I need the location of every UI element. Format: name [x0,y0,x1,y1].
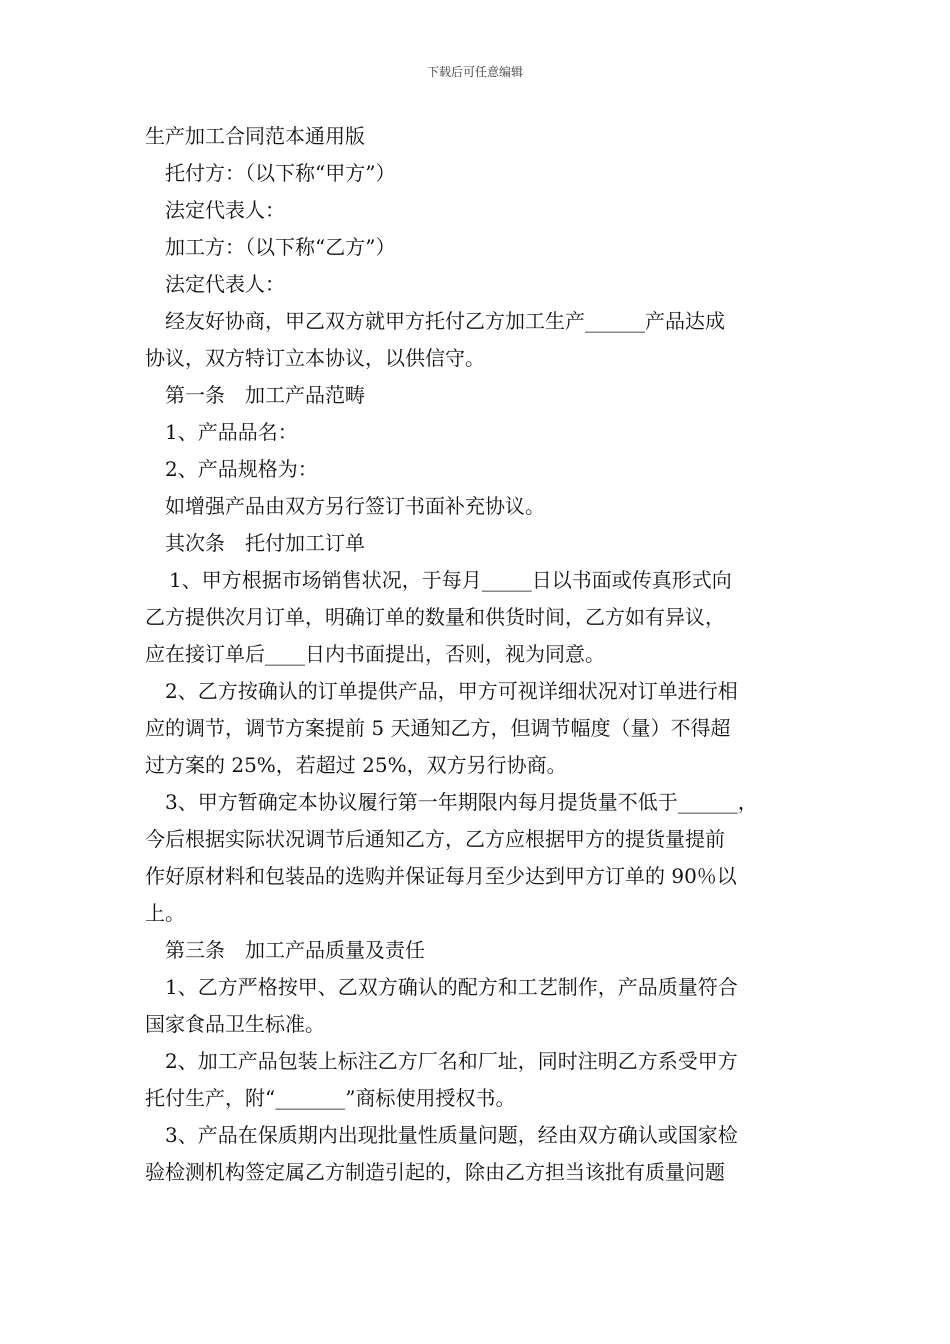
document-body [145,118,810,1191]
article-1-item: 1、产品品名： [165,420,298,444]
article-2-clause-1: 应在接订单后____日内书面提出，否则，视为同意。 [145,642,605,666]
party-b-line: 加工方：（以下称“乙方”） [165,235,396,259]
article-2-clause-1: 1、甲方根据市场销售状况，于每月_____日以书面或传真形式向 [169,568,732,592]
article-2-clause-2: 应的调节，调节方案提前 5 天通知乙方，但调节幅度（量）不得超 [145,716,731,740]
article-3-clause-1: 国家食品卫生标准。 [145,1012,325,1036]
article-3-clause-3: 3、产品在保质期内出现批量性质量问题，经由双方确认或国家检 [165,1123,738,1147]
article-2-clause-3: 3、甲方暂确定本协议履行第一年期限内每月提货量不低于______， [165,790,758,814]
article-2-clause-3: 上。 [145,901,185,925]
article-1-item: 2、产品规格为： [165,457,318,481]
article-2-clause-2: 2、乙方按确认的订单提供产品，甲方可视详细状况对订单进行相 [165,679,738,703]
party-a-representative: 法定代表人： [165,198,285,222]
party-a-line: 托付方：（以下称“甲方”） [165,161,396,185]
article-1-heading: 第一条 加工产品范畴 [165,383,365,407]
article-2-clause-2: 过方案的 25%，若超过 25%，双方另行协商。 [145,753,567,777]
article-1-note: 如增强产品由双方另行签订书面补充协议。 [165,494,545,518]
article-3-clause-1: 1、乙方严格按甲、乙双方确认的配方和工艺制作，产品质量符合 [165,975,738,999]
page-header-note: 下载后可任意编辑 [426,65,523,79]
preamble-line: 经友好协商，甲乙双方就甲方托付乙方加工生产______产品达成 [165,309,725,333]
article-3-heading: 第三条 加工产品质量及责任 [165,938,425,962]
article-3-clause-2: 2、加工产品包装上标注乙方厂名和厂址，同时注明乙方系受甲方 [165,1049,738,1073]
document-title: 生产加工合同范本通用版 [145,124,365,148]
article-3-clause-2: 托付生产，附“_______”商标使用授权书。 [145,1086,516,1110]
party-b-representative: 法定代表人： [165,272,285,296]
article-2-heading: 其次条 托付加工订单 [165,531,365,555]
article-2-clause-3: 今后根据实际状况调节后通知乙方，乙方应根据甲方的提货量提前 [145,827,725,851]
article-2-clause-3: 作好原材料和包装品的选购并保证每月至少达到甲方订单的 90％以 [145,864,737,888]
article-2-clause-1: 乙方提供次月订单，明确订单的数量和供货时间，乙方如有异议， [145,605,725,629]
article-3-clause-3: 验检测机构签定属乙方制造引起的，除由乙方担当该批有质量问题 [145,1160,725,1184]
preamble-line: 协议，双方特订立本协议，以供信守。 [145,346,485,370]
